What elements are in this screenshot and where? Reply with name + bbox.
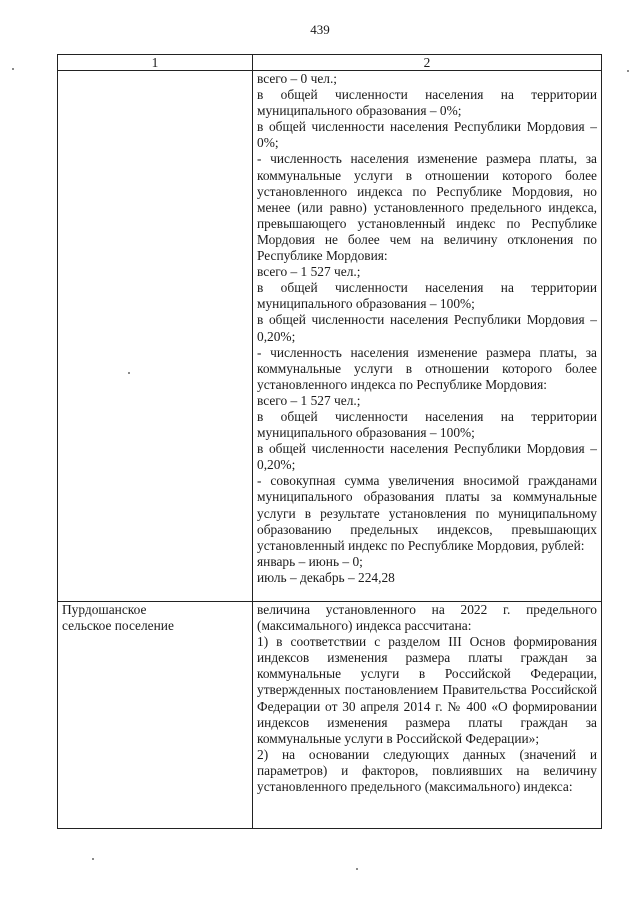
paragraph: в общей численности населения на территории муниципального образования – 100%;	[257, 280, 597, 312]
document-table	[57, 54, 602, 829]
paragraph: в общей численности населения Республики Мордовия – 0,20%;	[257, 312, 597, 344]
paragraph: январь – июнь – 0;	[257, 553, 363, 569]
page-number: 439	[310, 22, 330, 37]
column-header-1: 1	[58, 55, 253, 71]
table-header-row	[58, 55, 602, 71]
paragraph: в общей численности населения на территории муниципального образования – 0%;	[257, 87, 597, 119]
row-2-col-2	[253, 602, 602, 829]
paragraph: в общей численности населения на территории муниципального образования – 100%;	[257, 408, 597, 441]
scan-speck	[356, 868, 358, 870]
municipality-name-line: Пурдошанское	[62, 602, 147, 617]
paragraph: всего – 0 чел.;	[257, 71, 338, 86]
row-1-col-1	[58, 71, 253, 602]
paragraph: - численность населения изменение размера платы, за коммунальные услуги в отношении которого более установленного индекса по Республике Мордовия:	[257, 344, 597, 392]
scan-speck	[92, 858, 94, 860]
paragraph: 1) в соответствии с разделом III Основ формирования индексов изменения размера платы граждан за коммунальные услуги в Российской Федерации, утвержденных постановлением Правительства Российской Федерации от 30 апреля 2014 г. № 400 «О формировании индексов изменения размера платы граждан за коммунальные услуги в Российской Федерации»;	[257, 634, 597, 746]
paragraph: всего – 1 527 чел.;	[257, 392, 361, 408]
table-row	[58, 602, 602, 829]
paragraph: величина установленного на 2022 г. предельного (максимального) индекса рассчитана:	[257, 602, 597, 634]
column-header-2: 2	[253, 55, 602, 71]
scan-speck	[12, 68, 14, 70]
row-2-col-1	[58, 602, 253, 829]
paragraph: - совокупная сумма увеличения вносимой гражданами муниципального образования платы за коммунальные услуги в результате установления по муниципальному образованию предельных индексов, превышающих установленный индекс по Республике Мордовия, рублей:	[257, 473, 597, 553]
row-1-col-2	[253, 71, 602, 602]
table-row	[58, 71, 602, 602]
paragraph: - численность населения изменение размера платы, за коммунальные услуги в отношении которого более установленного индекса по Республике Мордовия, но менее (или равно) установленного предельного индекса, превышающего установленный индекс по Республике Мордовия не более чем на величину отклонения по Республике Мордовия:	[257, 151, 597, 264]
paragraph: всего – 1 527 чел.;	[257, 264, 361, 280]
paragraph: в общей численности населения Республики Мордовия – 0%;	[257, 119, 597, 151]
scan-speck	[128, 372, 130, 374]
paragraph: июль – декабрь – 224,28	[257, 569, 395, 585]
scan-speck	[627, 70, 629, 72]
paragraph: 2) на основании следующих данных (значений и параметров) и факторов, повлиявших на величину установленного предельного (максимального) индекса:	[257, 746, 597, 795]
municipality-name-line: сельское поселение	[62, 618, 174, 634]
paragraph: в общей численности населения Республики Мордовия – 0,20%;	[257, 441, 597, 473]
